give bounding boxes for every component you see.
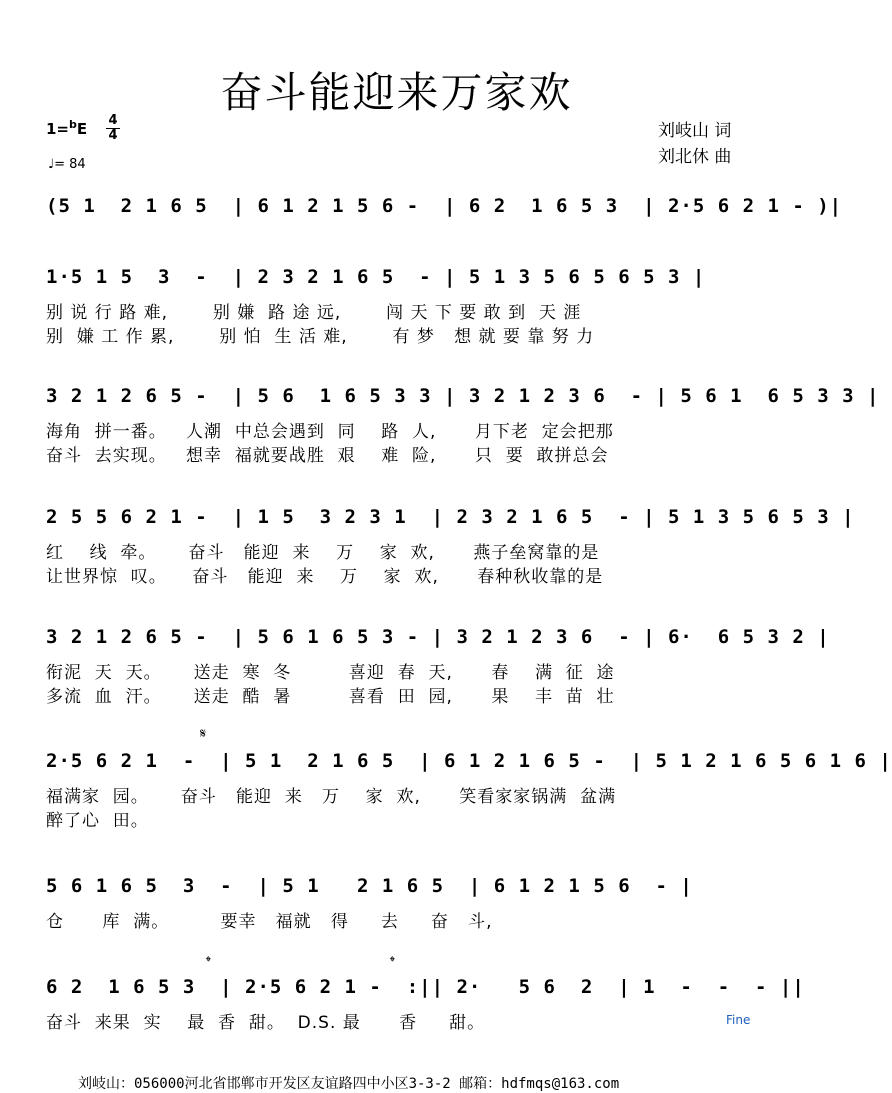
lyric-verse-2: 多流 血 汗。 送走 酷 暑 喜看 田 园, 果 丰 苗 壮 (46, 687, 615, 707)
fine-marking: Fine (726, 1013, 751, 1027)
score-row-4 (0, 506, 855, 596)
lyric-verse-1: 奋斗 来果 实 最 香 甜。 D.S. 最 香 甜。 (46, 1013, 486, 1033)
time-signature (106, 114, 120, 143)
notation-line: 6 2 1 6 5 3 | 2·5 6 2 1 - :|| 2· 5 6 2 | 1 - - - || (46, 976, 805, 998)
key-signature (46, 118, 87, 138)
lyric-verse-1: 衔泥 天 天。 送走 寒 冬 喜迎 春 天, 春 满 征 途 (46, 663, 615, 683)
score-row-3 (0, 385, 880, 475)
score-row-6 (0, 750, 892, 840)
notation-line: 5 6 1 6 5 3 - | 5 1 2 1 6 5 | 6 1 2 1 5 6 - | (46, 875, 693, 897)
lyric-verse-2: 奋斗 去实现。 想幸 福就要战胜 艰 难 险, 只 要 敢拼总会 (46, 446, 609, 466)
score-row-8 (0, 976, 805, 1066)
notation-line: 2 5 5 6 2 1 - | 1 5 3 2 3 1 | 2 3 2 1 6 5 - | 5 1 3 5 6 5 3 | (46, 506, 855, 528)
score-row-5 (0, 626, 830, 716)
coda-icon: 𝄌 (206, 954, 211, 970)
lyric-verse-2: 让世界惊 叹。 奋斗 能迎 来 万 家 欢, 春种秋收靠的是 (46, 567, 604, 587)
lyric-verse-1: 红 线 牵。 奋斗 能迎 来 万 家 欢, 燕子垒窝靠的是 (46, 543, 600, 563)
coda-icon: 𝄌 (390, 954, 395, 970)
notation-line: 3 2 1 2 6 5 - | 5 6 1 6 5 3 - | 3 2 1 2 3 6 - | 6· 6 5 3 2 | (46, 626, 830, 648)
notation-line: 1·5 1 5 3 - | 2 3 2 1 6 5 - | 5 1 3 5 6 5 6 5 3 | (46, 266, 706, 288)
lyric-verse-2: 别 嫌 工 作 累, 别 怕 生 活 难, 有 梦 想 就 要 靠 努 力 (46, 327, 595, 347)
flat-sign: b (69, 118, 77, 131)
notation-line: (5 1 2 1 6 5 | 6 1 2 1 5 6 - | 6 2 1 6 5 3 | 2·5 6 2 1 - )| (46, 195, 843, 217)
lyric-verse-1: 仓 库 满。 要幸 福就 得 去 奋 斗, (46, 912, 493, 932)
notation-line: 2·5 6 2 1 - | 5 1 2 1 6 5 | 6 1 2 1 6 5 - | 5 1 2 1 6 5 6 1 6 | (46, 750, 892, 772)
key-prefix: 1= (46, 120, 70, 138)
lyricist-credit: 刘岐山 词 (658, 121, 732, 141)
meter-bottom: 4 (108, 128, 118, 143)
score-row-7 (0, 875, 793, 965)
lyric-verse-1: 别 说 行 路 难, 别 嫌 路 途 远, 闯 天 下 要 敢 到 天 涯 (46, 303, 582, 323)
tempo-marking: ♩= 84 (48, 157, 86, 172)
lyric-verse-2: 醉了心 田。 (46, 811, 149, 831)
composer-credit: 刘北休 曲 (658, 147, 732, 167)
notation-line: 3 2 1 2 6 5 - | 5 6 1 6 5 3 3 | 3 2 1 2 3 6 - | 5 6 1 6 5 3 3 | (46, 385, 880, 407)
lyric-verse-1: 海角 拼一番。 人潮 中总会遇到 同 路 人, 月下老 定会把那 (46, 422, 614, 442)
song-title: 奋斗能迎来万家欢 (220, 68, 573, 117)
meter-top: 4 (108, 113, 118, 128)
contact-footer: 刘岐山：056000河北省邯郸市开发区友谊路四中小区3-3-2 邮箱：hdfmqs@163.com (78, 1076, 620, 1092)
key-note: E (76, 120, 88, 138)
score-row-2 (0, 266, 793, 356)
segno-icon: 𝄋 (200, 726, 207, 742)
lyric-verse-1: 福满家 园。 奋斗 能迎 来 万 家 欢, 笑看家家锅满 盆满 (46, 787, 617, 807)
